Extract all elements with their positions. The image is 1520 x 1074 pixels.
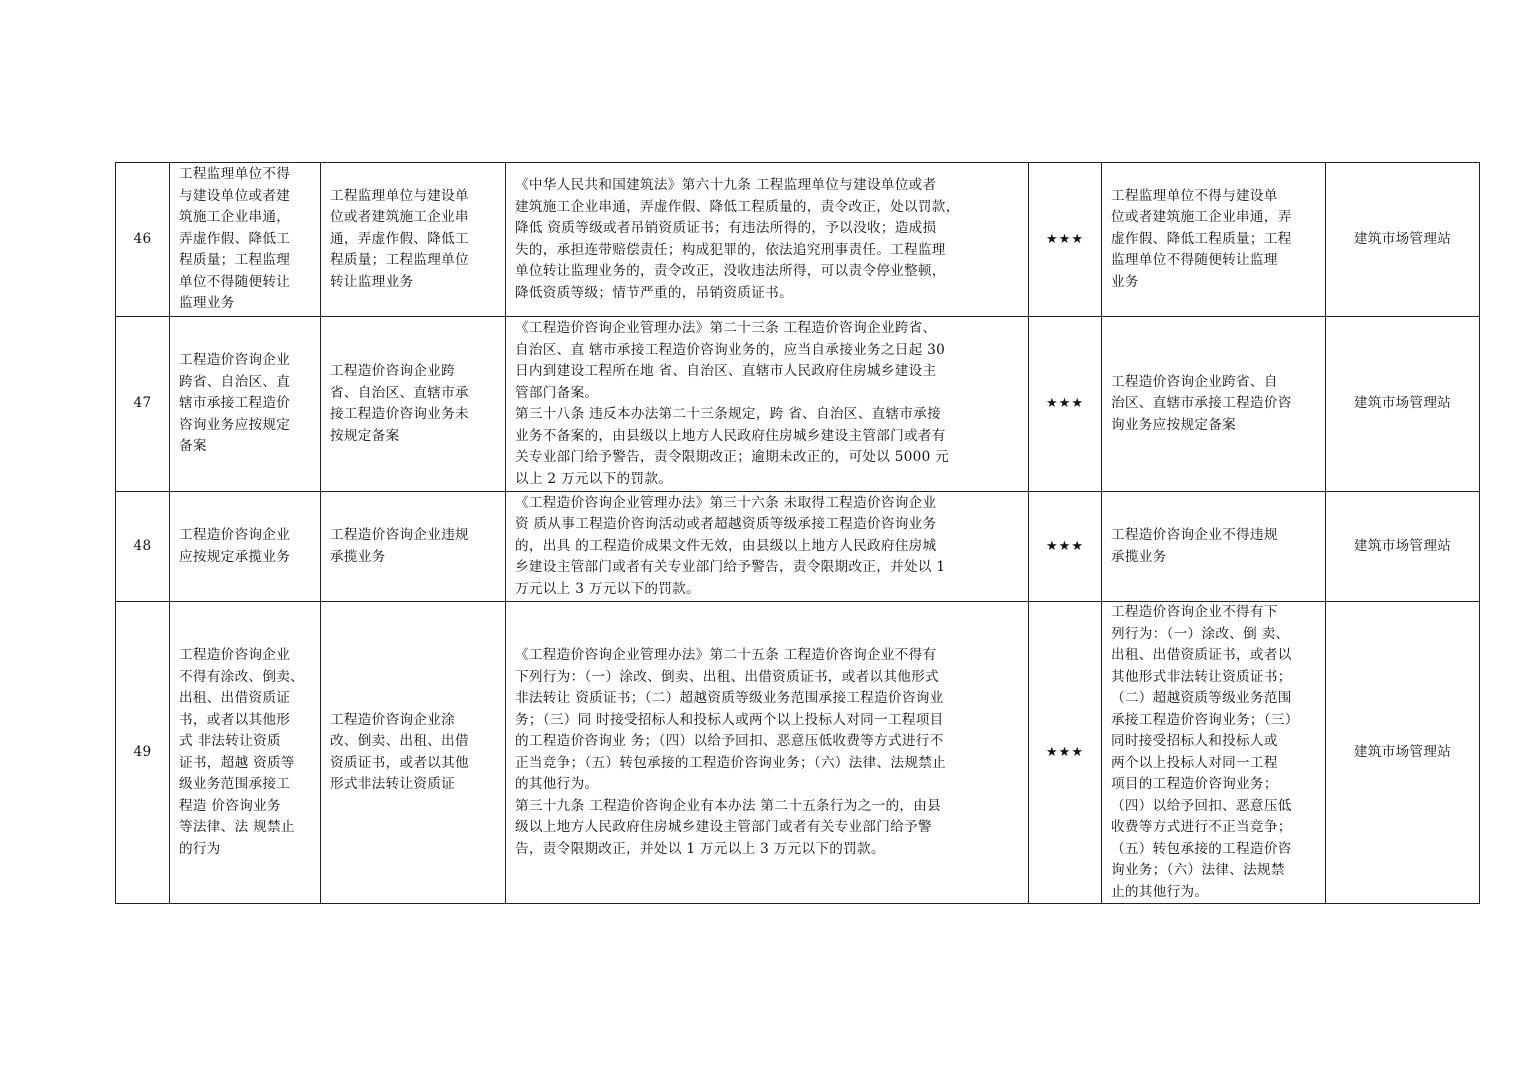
department-cell: 建筑市场管理站 <box>1326 492 1480 602</box>
item-cell <box>170 492 321 602</box>
key-point-text: 工程监理单位不得与建设单 位或者建筑施工企业串通，弄 虚作假、降低工程质量；工程 监理单位不得随便转让监理 业务 <box>1111 187 1292 290</box>
key-point-text: 工程造价咨询企业不得违规 承揽业务 <box>1111 527 1278 565</box>
item-text: 工程造价咨询企业 跨省、自治区、直 辖市承接工程造价 咨询业务应按规定 备案 <box>179 352 291 455</box>
legal-basis-cell <box>506 492 1029 602</box>
key-point-text: 工程造价咨询企业不得有下 列行为：（一）涂改、倒 卖、 出租、出借资质证书，或者以 其他形式非法转让资质证书； （二）超越资质等级业务范围 承接工程造价咨询业务；（三） 同时接受招标人和投标人或 两个以上投标人对同一工程 项目的工程造价咨询业务； （四）以给予回扣、恶意压低 收费等方式进行不正当竞争； （五）转包承接的工程造价咨 询业务；（六）法律、法规禁 止的其他行为。 <box>1111 604 1299 900</box>
legal-basis-cell <box>506 602 1029 904</box>
star-rating: ★★★ <box>1029 602 1102 904</box>
violation-text: 工程造价咨询企业违规 承揽业务 <box>330 527 469 565</box>
legal-basis-text: 《工程造价咨询企业管理办法》第二十五条 工程造价咨询企业不得有 下列行为：（一）涂改、倒卖、出租、出借资质证书，或者以其他形式 非法转让 资质证书；（二）超越资质等级业务范围承接工程造价咨询业 务；（三）同 时接受招标人和投标人或两个以上投标人对同一工程项目 的工程造价咨询业 务；（四）以给予回扣、恶意压低收费等方式进行不 正当竞争；（五）转包承接的工程造价咨询业务；（六）法律、法规禁止 的其他行为。 第三十九条 工程造价咨询企业有本办法 第二十五条行为之一的，由县 级以上地方人民政府住房城乡建设主管部门或者有关专业部门给予警 告，责令限期改正，并处以 1 万元以上 3 万元以下的罚款。 <box>515 647 946 857</box>
key-point-cell <box>1102 317 1326 492</box>
violation-text: 工程监理单位与建设单 位或者建筑施工企业串 通，弄虚作假、降低工 程质量；工程监理单位 转让监理业务 <box>330 187 469 290</box>
table-row <box>116 317 1480 492</box>
row-number: 48 <box>116 492 170 602</box>
row-number: 46 <box>116 163 170 317</box>
star-rating: ★★★ <box>1029 163 1102 317</box>
table-row <box>116 602 1480 904</box>
item-text: 工程造价咨询企业 不得有涂改、倒卖、 出租、出借资质证 书，或者以其他形 式 非法转让资质 证书，超越 资质等 级业务范围承接工 程造 价咨询业务 等法律、法 规禁止 的行为 <box>179 647 305 857</box>
violation-cell <box>321 602 506 904</box>
key-point-cell <box>1102 492 1326 602</box>
legal-basis-cell <box>506 163 1029 317</box>
item-text: 工程造价咨询企业 应按规定承揽业务 <box>179 527 291 565</box>
table-row <box>116 163 1480 317</box>
star-rating: ★★★ <box>1029 492 1102 602</box>
department-cell: 建筑市场管理站 <box>1326 317 1480 492</box>
regulation-table <box>115 162 1480 904</box>
violation-cell <box>321 317 506 492</box>
item-cell <box>170 163 321 317</box>
item-cell <box>170 317 321 492</box>
item-text: 工程监理单位不得 与建设单位或者建 筑施工企业串通， 弄虚作假、降低工 程质量；工程监理 单位不得随便转让 监理业务 <box>179 166 291 312</box>
legal-basis-text: 《中华人民共和国建筑法》第六十九条 工程监理单位与建设单位或者 建筑施工企业串通，弄虚作假、降低工程质量的，责令改正，处以罚款， 降低 资质等级或者吊销资质证书；有违法所得的，予以没收；造成损 失的，承担连带赔偿责任；构成犯罪的，依法追究刑事责任。工程监理 单位转让监理业务的，责令改正，没收违法所得，可以责令停业整顿， 降低资质等级；情节严重的，吊销资质证书。 <box>515 177 960 301</box>
violation-text: 工程造价咨询企业涂 改、倒卖、出租、出借 资质证书，或者以其他 形式非法转让资质证 <box>330 711 469 792</box>
key-point-cell <box>1102 602 1326 904</box>
department-cell: 建筑市场管理站 <box>1326 602 1480 904</box>
violation-cell <box>321 492 506 602</box>
table-row <box>116 492 1480 602</box>
star-rating: ★★★ <box>1029 317 1102 492</box>
violation-text: 工程造价咨询企业跨 省、自治区、直辖市承 接工程造价咨询业务未 按规定备案 <box>330 363 469 444</box>
department-cell: 建筑市场管理站 <box>1326 163 1480 317</box>
violation-cell <box>321 163 506 317</box>
key-point-text: 工程造价咨询企业跨省、自 治区、直辖市承接工程造价咨 询业务应按规定备案 <box>1111 373 1292 433</box>
item-cell <box>170 602 321 904</box>
legal-basis-text: 《工程造价咨询企业管理办法》第三十六条 未取得工程造价咨询企业 资 质从事工程造价咨询活动或者超越资质等级承接工程造价咨询业务 的，出具 的工程造价成果文件无效，由县级以上地方人民政府住房城 乡建设主管部门或者有关专业部门给予警告，责令限期改正，并处以 1 万元以上 3 万元以下的罚款。 <box>515 494 946 597</box>
legal-basis-text: 《工程造价咨询企业管理办法》第二十三条 工程造价咨询企业跨省、 自治区、直 辖市承接工程造价咨询业务的，应当自承接业务之日起 30 日内到建设工程所在地 省、自治区、直辖市人民政府住房城乡建设主 管部门备案。 第三十八条 违反本办法第二十三条规定，跨 省、自治区、直辖市承接 业务不备案的，由县级以上地方人民政府住房城乡建设主管部门或者有 关专业部门给予警告，责令限期改正；逾期未改正的，可处以 5000 元 以上 2 万元以下的罚款。 <box>515 320 950 487</box>
key-point-cell <box>1102 163 1326 317</box>
row-number: 47 <box>116 317 170 492</box>
legal-basis-cell <box>506 317 1029 492</box>
row-number: 49 <box>116 602 170 904</box>
